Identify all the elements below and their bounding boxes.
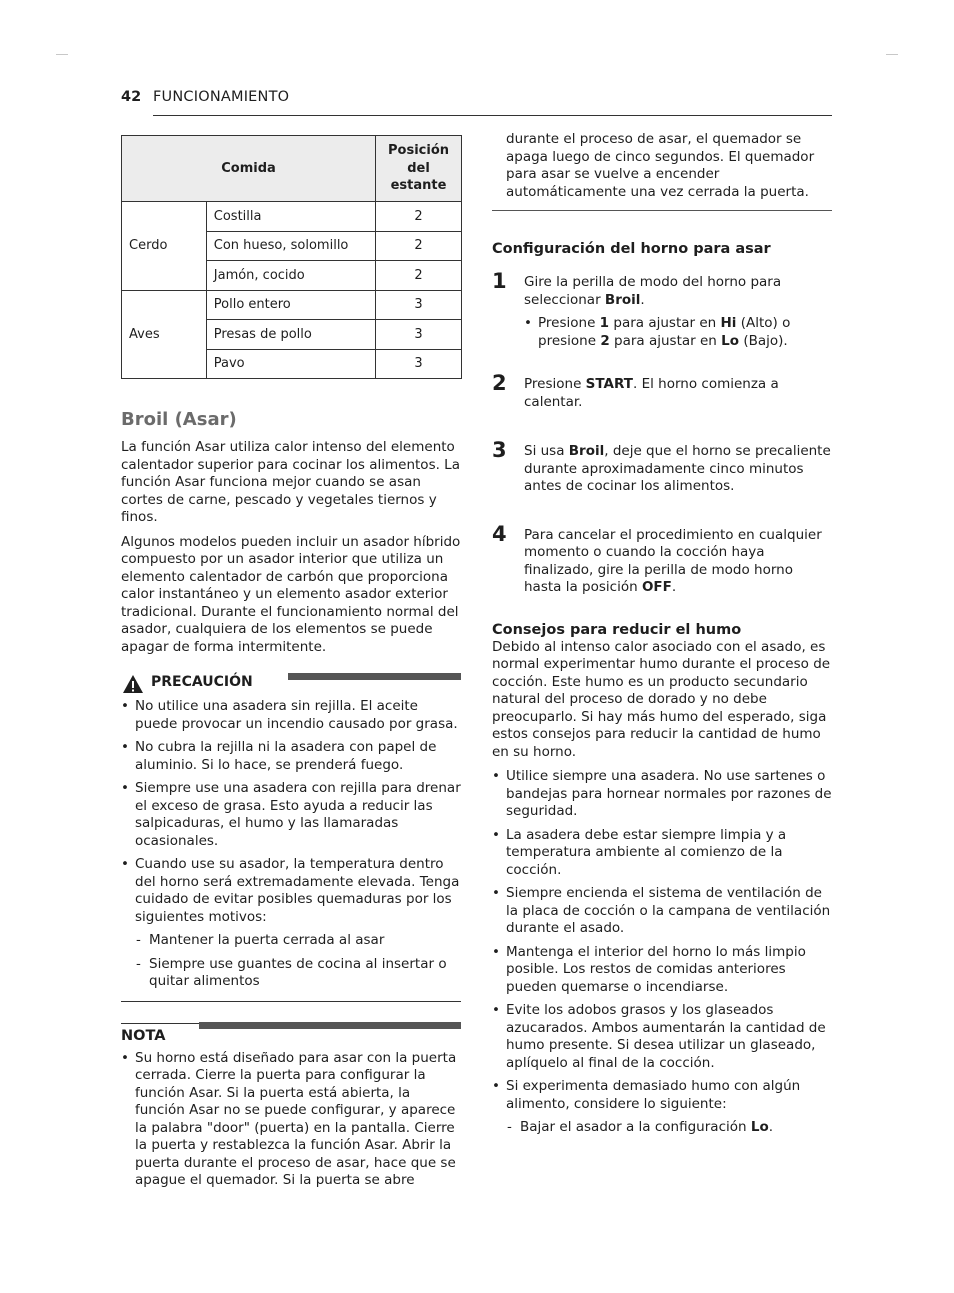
position-cell: 3 — [376, 349, 462, 379]
caution-list — [121, 698, 461, 991]
smoke-sublist — [506, 1119, 832, 1137]
list-item — [492, 1078, 832, 1137]
list-item: • Presione 1 para ajustar en Hi (Alto) o presione 2 para ajustar en Lo (Bajo). — [524, 315, 832, 350]
list-item: • No utilice una asadera sin rejilla. El aceite puede provocar un incendio causado por grasa. — [121, 698, 461, 733]
warning-triangle-icon — [122, 674, 144, 694]
note-end-rule — [492, 210, 832, 211]
list-item: • Evite los adobos grasos y los glaseados azucarados. Ambos aumentarán la cantidad de humo presente. Si desea utilizar un glaseado, aplíquelo al final de la cocción. — [492, 1002, 832, 1072]
caution-end-rule — [121, 1001, 461, 1002]
header-rule — [153, 115, 832, 116]
list-item: • Utilice siempre una asadera. No use sartenes o bandejas para hornear normales por razones de seguridad. — [492, 768, 832, 821]
step-4 — [492, 521, 832, 597]
list-item: • Mantenga el interior del horno lo más limpio posible. Los restos de comidas anteriores pueden quemarse o incendiarse. — [492, 944, 832, 997]
broil-paragraph-2: Algunos modelos pueden incluir un asador híbrido compuesto por un asador interior que utiliza un elemento calentador de carbón que proporciona calor instantáneo y un elemento asador exterior tradicional. Durante el funcionamiento normal del asador, cualquiera de los elementos se puede apagar de forma intermitente. — [121, 533, 461, 655]
crop-mark — [886, 54, 898, 55]
list-item-text: Si experimenta demasiado humo con algún alimento, considere lo siguiente: — [506, 1078, 801, 1112]
list-item: • Su horno está diseñado para asar con la puerta cerrada. Cierre la puerta para configurar la función Asar. Si la puerta está abierta, la función Asar no se puede configurar, y aparece la palabra "door" (puerta) en la pantalla. Cierre la puerta y restablezca la función Asar. Abrir la puerta durante el proceso de asar, hace que se apague el quemador. Si la puerta se abre — [121, 1050, 461, 1190]
table-header-row — [122, 136, 462, 202]
step-3 — [492, 438, 832, 496]
food-cell: Pavo — [206, 349, 375, 379]
list-item — [121, 856, 461, 991]
note-bar — [199, 1022, 461, 1029]
shelf-position-table — [121, 135, 462, 379]
table-row — [122, 202, 462, 232]
caution-header — [121, 670, 461, 692]
position-cell: 2 — [376, 231, 462, 261]
step-text: Gire la perilla de modo del horno para seleccionar Broil. — [524, 274, 782, 308]
step-1 — [492, 269, 832, 350]
right-column — [492, 131, 832, 1143]
position-cell: 3 — [376, 320, 462, 350]
broil-heading: Broil (Asar) — [121, 409, 237, 430]
position-cell: 3 — [376, 290, 462, 320]
step-number: 2 — [492, 371, 507, 395]
left-column — [121, 135, 461, 1196]
note-list — [121, 1050, 461, 1190]
step-number: 1 — [492, 269, 507, 293]
setup-heading: Configuración del horno para asar — [492, 241, 771, 257]
food-cell: Con hueso, solomillo — [206, 231, 375, 261]
sub-list-item: - Siempre use guantes de cocina al insertar o quitar alimentos — [135, 956, 461, 991]
section-title: FUNCIONAMIENTO — [153, 89, 290, 105]
smoke-list — [492, 768, 832, 1137]
table-row — [122, 290, 462, 320]
page-number: 42 — [121, 89, 142, 105]
step-1-sublist — [524, 315, 832, 350]
group-cell: Cerdo — [122, 202, 207, 291]
sub-list-item: - Mantener la puerta cerrada al asar — [135, 932, 461, 950]
note-continued: durante el proceso de asar, el quemador se apaga luego de cinco segundos. El quemador para asar se vuelve a encender automáticamente una vez cerrada la puerta. — [506, 131, 815, 200]
food-cell: Pollo entero — [206, 290, 375, 320]
note-label: NOTA — [121, 1027, 166, 1044]
col-header-food: Comida — [122, 136, 376, 202]
caution-sublist — [135, 932, 461, 991]
col-header-position: Posición del estante — [376, 136, 462, 202]
caution-label: PRECAUCIÓN — [151, 674, 253, 690]
list-item: • Siempre encienda el sistema de ventilación de la placa de cocción o la campana de ventilación durante el asado. — [492, 885, 832, 938]
food-cell: Jamón, cocido — [206, 261, 375, 291]
list-item-text: Cuando use su asador, la temperatura dentro del horno será extremadamente elevada. Tenga cuidado de evitar posibles quemaduras por los siguientes motivos: — [135, 856, 460, 925]
step-text: Para cancelar el procedimiento en cualquier momento o cuando la cocción haya finalizado, gire la perilla de modo horno hasta la posición OFF. — [524, 526, 822, 595]
food-cell: Costilla — [206, 202, 375, 232]
page-header — [121, 89, 832, 115]
position-cell: 2 — [376, 202, 462, 232]
caution-bar — [288, 673, 461, 680]
step-number: 3 — [492, 438, 507, 462]
sub-list-item: - Bajar el asador a la configuración Lo. — [506, 1119, 832, 1137]
step-2 — [492, 371, 832, 411]
note-thin-rule — [121, 1023, 199, 1024]
step-number: 4 — [492, 521, 507, 546]
list-item: • La asadera debe estar siempre limpia y a temperatura ambiente al comienzo de la cocción. — [492, 827, 832, 880]
note-header — [121, 1020, 461, 1050]
position-cell: 2 — [376, 261, 462, 291]
smoke-heading: Consejos para reducir el humo — [492, 621, 742, 638]
list-item: • No cubra la rejilla ni la asadera con papel de aluminio. Si lo hace, se prenderá fuego. — [121, 739, 461, 774]
smoke-intro: Debido al intenso calor asociado con el asado, es normal experimentar humo durante el proceso de cocción. Este humo es un producto secundario natural del proceso de dorado y no debe preocuparlo. Si hay más humo del esperado, siga estos consejos para reducir la cantidad de humo en su horno. — [492, 638, 831, 760]
list-item: • Siempre use una asadera con rejilla para drenar el exceso de grasa. Esto ayuda a reducir las salpicaduras, el humo y las llamaradas ocasionales. — [121, 780, 461, 850]
step-text: Presione START. El horno comienza a calentar. — [524, 376, 779, 410]
food-cell: Presas de pollo — [206, 320, 375, 350]
crop-mark — [56, 54, 68, 55]
step-text: Si usa Broil, deje que el horno se precaliente durante aproximadamente cinco minutos antes de cocinar los alimentos. — [524, 443, 831, 494]
group-cell: Aves — [122, 290, 207, 379]
broil-paragraph-1: La función Asar utiliza calor intenso del elemento calentador superior para cocinar los alimentos. La función Asar funciona mejor cuando se asan cortes de carne, pescado y vegetales tiernos y finos. — [121, 439, 460, 525]
